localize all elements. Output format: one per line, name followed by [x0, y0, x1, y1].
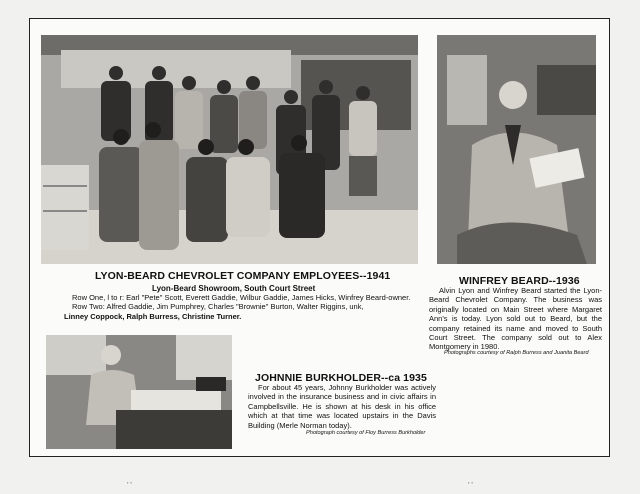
employees-row-text [64, 293, 419, 321]
page-mark-left: ’ ’ [127, 482, 132, 489]
employees-row-one: Row One, l to r: Earl "Pete" Scott, Everett Gaddie, Wilbur Gaddie, James Hicks, Winfrey Beard-owner. [72, 293, 411, 302]
winfrey-photo-credit: Photographs courtesy of Ralph Burress and Juanita Beard [444, 350, 589, 356]
winfrey-caption-title: WINFREY BEARD--1936 [459, 275, 580, 287]
page-mark-right: ’ ’ [468, 482, 473, 489]
winfrey-caption-text: Alvin Lyon and Winfrey Beard started the Lyon-Beard Chevrolet Company. The business was originally located on Main Street where Margaret Ann's is today. Lyon sold out to Beard, but the company retained its name and moved to South Court Street. The company sold out to Alex Montgomery in 1980. [429, 286, 602, 352]
johnnie-caption-text: For about 45 years, Johnny Burkholder was actively involved in the insurance business and in civic affairs in Campbellsville. He is shown at his desk in his office which at that time was located upstairs in the Davis Building (Merle Norman today). [248, 383, 436, 430]
johnnie-burkholder-photo [46, 335, 232, 449]
winfrey-beard-photo [437, 35, 596, 264]
employees-caption-subtitle: Lyon-Beard Showroom, South Court Street [152, 284, 316, 293]
employees-group-photo [41, 35, 418, 264]
crescent-ornament-icon [311, 8, 325, 24]
employees-caption-title: LYON-BEARD CHEVROLET COMPANY EMPLOYEES--1941 [95, 270, 391, 282]
johnnie-photo-credit: Photograph courtesy of Floy Burress Burkholder [306, 430, 426, 436]
employees-row-two: Row Two: Alfred Gaddie, Jim Pumphrey, Charles "Brownie" Burton, Walter Riggins, unk, [72, 302, 364, 312]
employees-row-two-continued: Linney Coppock, Ralph Burress, Christine Turner. [64, 311, 242, 321]
johnnie-caption-title: JOHNNIE BURKHOLDER--ca 1935 [255, 372, 427, 384]
